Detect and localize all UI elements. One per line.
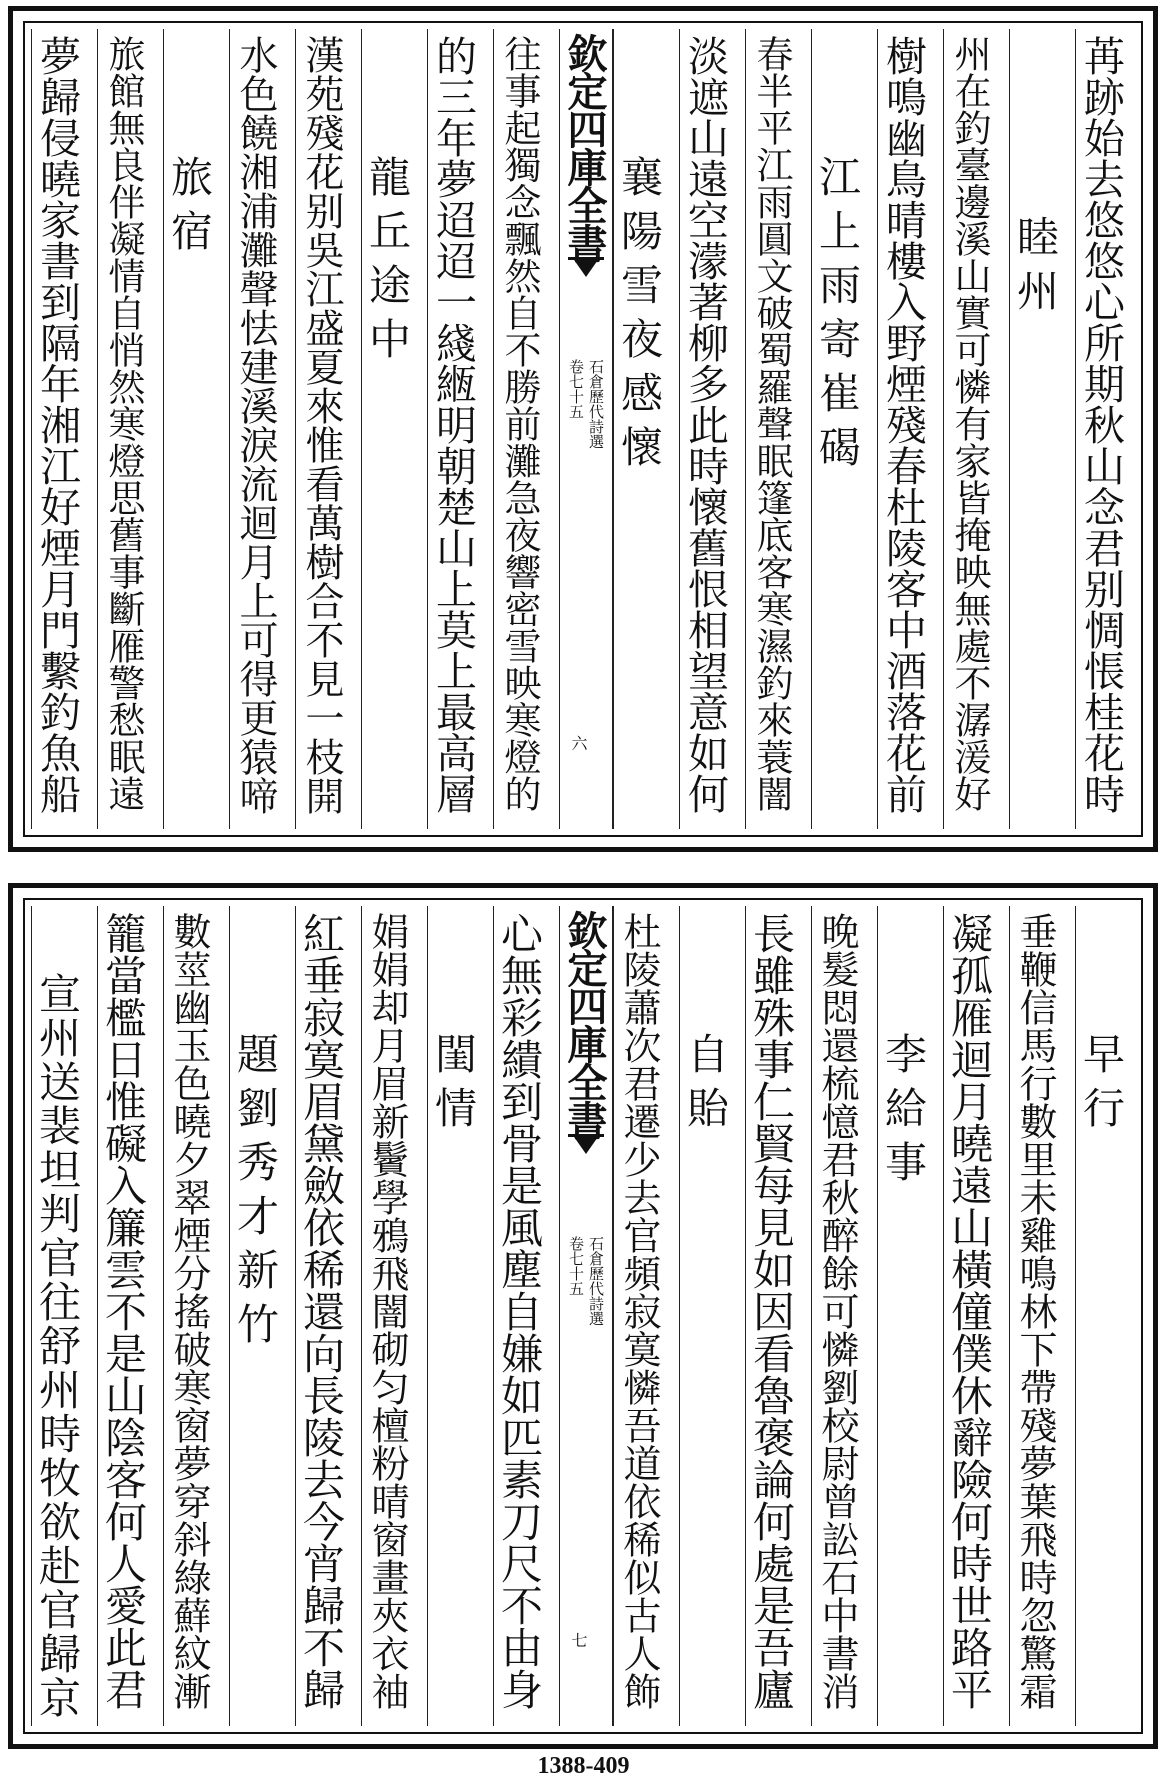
poem-title: 襄陽雪夜感懷 <box>615 155 664 479</box>
fishtail-mark-icon <box>568 1134 604 1177</box>
verse-text: 夢歸侵曉家書到隔年湘江好煙月門繫釣魚船 <box>33 35 81 814</box>
verse-column <box>745 29 811 829</box>
center-fold-column <box>559 29 613 829</box>
verse-column <box>295 906 361 1726</box>
center-fold-column <box>559 906 613 1726</box>
poem-title-column <box>229 906 295 1726</box>
poem-title-column <box>31 906 97 1726</box>
verse-column <box>97 906 163 1726</box>
page-top <box>8 6 1158 852</box>
page-footer: 1388-409 <box>537 1753 630 1779</box>
fishtail-mark-icon <box>568 257 604 300</box>
verse-column <box>943 29 1009 829</box>
poem-title: 題劉秀才新竹 <box>231 1032 280 1356</box>
verse-column <box>229 29 295 829</box>
verse-column <box>427 29 493 829</box>
poem-title: 李給事 <box>879 1032 928 1194</box>
verse-column <box>31 29 97 829</box>
verse-text: 淡遮山遠空濛著柳多此時懷舊恨相望意如何 <box>681 35 729 814</box>
verse-column <box>295 29 361 829</box>
verse-text: 娟娟却月眉新鬢學鴉飛闇砌匀檀粉晴窗畫夾衣袖 <box>365 912 409 1710</box>
series-title: 石倉歷代詩選 <box>587 359 605 449</box>
page-frame <box>23 898 1143 1734</box>
verse-column <box>877 29 943 829</box>
series-title: 石倉歷代詩選 <box>587 1236 605 1326</box>
poem-title: 睦州 <box>1011 215 1060 323</box>
verse-column <box>1075 29 1141 829</box>
poem-title: 自貽 <box>681 1032 730 1140</box>
poem-title: 宣州送裴坦判官往舒州時牧欲赴官歸京 <box>33 972 82 1720</box>
verse-column <box>745 906 811 1726</box>
collection-title: 欽定四庫全書 <box>561 33 608 261</box>
poem-title-column <box>163 29 229 829</box>
verse-text: 晚髮悶還梳憶君秋醉餘可憐劉校尉曾訟石中書消 <box>815 912 859 1710</box>
poem-title-column <box>1075 906 1141 1726</box>
verse-text: 紅垂寂寞眉黛斂依稀還向長陵去今宵歸不歸 <box>297 912 346 1710</box>
verse-text: 往事起獨念飄然自不勝前灘急夜響密雪映寒燈的 <box>498 35 541 812</box>
folio-number: 七 <box>569 1632 588 1648</box>
poem-title-column <box>877 906 943 1726</box>
verse-text: 旅館無良伴凝情自悄然寒燈思舊事斷雁警愁眠遠 <box>102 35 145 812</box>
poem-title-column <box>427 906 493 1726</box>
poem-title: 江上雨寄崔碣 <box>813 155 862 479</box>
verse-column <box>493 29 559 829</box>
verse-text: 漢苑殘花别吳江盛夏來惟看萬樹合不見一枝開 <box>299 35 344 815</box>
poem-title: 旅宿 <box>165 155 214 263</box>
poem-title: 早行 <box>1077 1032 1126 1140</box>
verse-column <box>943 906 1009 1726</box>
verse-column <box>1009 906 1075 1726</box>
poem-title: 閨情 <box>429 1032 478 1140</box>
verse-text: 春半平江雨圓文破蜀羅聲眠篷底客寒濕釣來蓑闇 <box>750 35 793 812</box>
page-frame <box>23 21 1143 837</box>
poem-title-column <box>613 29 679 829</box>
collection-title: 欽定四庫全書 <box>561 910 608 1138</box>
verse-text: 的三年夢迢迢一綫緪明朝楚山上莫上最高層 <box>429 35 477 814</box>
verse-text: 杜陵蕭次君遷少去官頻寂寞憐吾道依稀似古人飾 <box>617 912 661 1710</box>
verse-text: 苒跡始去悠悠心所期秋山念君别惆悵桂花時 <box>1077 35 1125 814</box>
poem-title: 龍丘途中 <box>363 155 412 371</box>
folio-number: 六 <box>569 735 588 751</box>
verse-text: 樹鳴幽鳥晴樓入野煙殘春杜陵客中酒落花前 <box>879 35 927 814</box>
verse-column <box>679 29 745 829</box>
verse-text: 凝孤雁迴月曉遠山橫僮僕休辭險何時世路平 <box>945 912 994 1710</box>
verse-text: 數莖幽玉色曉夕翠煙分搖破寒窗夢穿斜綠蘚紋漸 <box>167 912 211 1710</box>
poem-title-column <box>679 906 745 1726</box>
volume-label: 卷七十五 <box>567 1236 585 1296</box>
verse-column <box>613 906 679 1726</box>
verse-text: 長雖殊事仁賢每見如因看魯褒論何處是吾廬 <box>747 912 796 1710</box>
poem-title-column <box>361 29 427 829</box>
verse-column <box>361 906 427 1726</box>
verse-column <box>493 906 559 1726</box>
verse-text: 心無彩繢到骨是風塵自嫌如匹素刀尺不由身 <box>495 912 544 1710</box>
verse-text: 水色饒湘浦灘聲怯建溪淚流迴月上可得更猿啼 <box>233 35 278 815</box>
verse-text: 州在釣臺邊溪山實可憐有家皆掩映無處不潺湲好 <box>948 35 991 812</box>
verse-text: 籠當檻日惟礙入簾雲不是山陰客何人愛此君 <box>99 912 148 1710</box>
volume-label: 卷七十五 <box>567 359 585 419</box>
poem-title-column <box>811 29 877 829</box>
verse-column <box>163 906 229 1726</box>
page-bottom <box>8 883 1158 1749</box>
poem-title-column <box>1009 29 1075 829</box>
verse-column <box>97 29 163 829</box>
verse-column <box>811 906 877 1726</box>
verse-text: 垂鞭信馬行數里未雞鳴林下帶殘夢葉飛時忽驚霜 <box>1013 912 1057 1710</box>
